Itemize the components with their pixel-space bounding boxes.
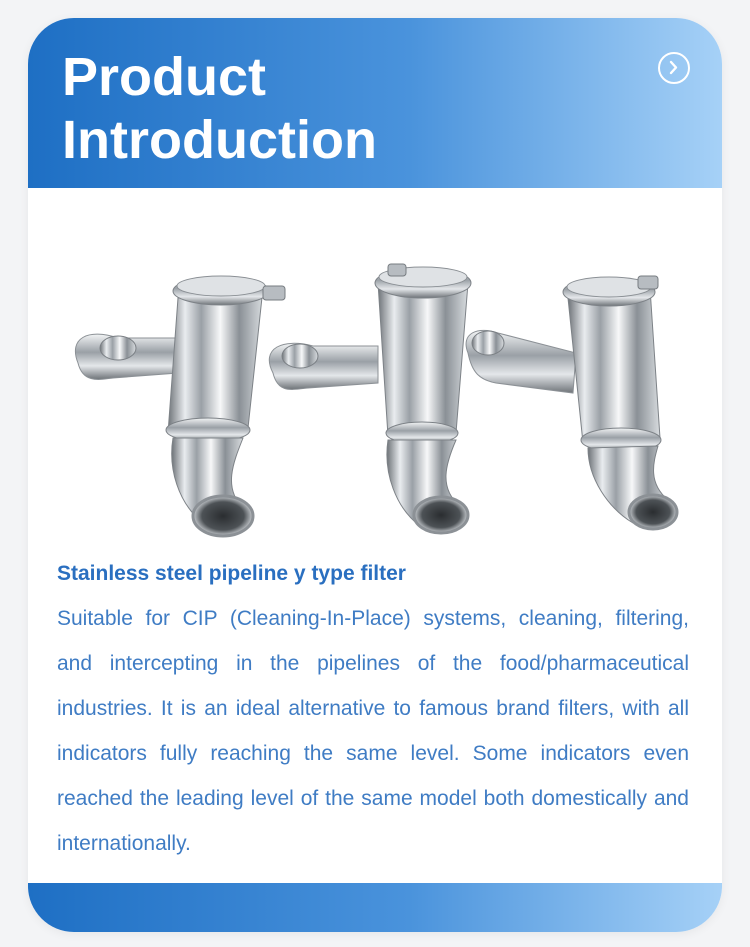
- filter-unit-left: [75, 276, 285, 536]
- footer-bar: [28, 883, 722, 932]
- header-banner: [28, 18, 722, 188]
- next-button[interactable]: [658, 52, 690, 84]
- product-photo: [28, 188, 722, 553]
- product-description: Suitable for CIP (Cleaning-In-Place) systems, cleaning, filtering, and intercepting in the pipelines of the food/pharmaceutical industries. It is an ideal alternative to famous brand filters, with all indicators fully reaching the same level. Some indicators even reached the leading level of the same model both domestically and internationally.: [57, 607, 689, 855]
- filter-unit-center: [269, 264, 471, 533]
- product-card: [28, 18, 722, 932]
- product-subtitle: Stainless steel pipeline y type filter: [57, 562, 406, 585]
- filter-unit-right: [466, 276, 677, 529]
- page-title: Product Introduction: [62, 47, 377, 170]
- y-filter-image: [28, 188, 722, 553]
- chevron-right-icon: [660, 54, 687, 81]
